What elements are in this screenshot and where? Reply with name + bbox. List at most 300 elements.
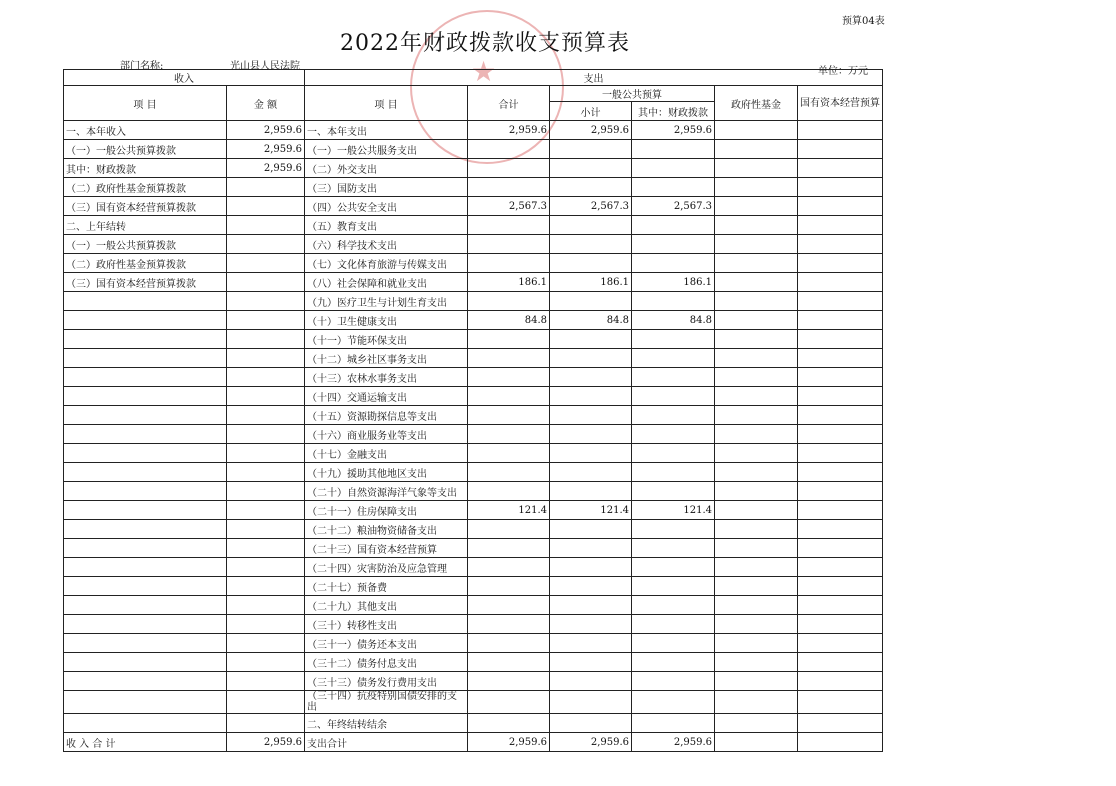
gov-fund-cell (715, 292, 798, 311)
state-capital-cell (798, 197, 883, 216)
state-capital-cell (798, 349, 883, 368)
state-capital-cell (798, 292, 883, 311)
state-capital-cell (798, 387, 883, 406)
state-capital-cell (798, 634, 883, 653)
income-amount (227, 273, 305, 292)
subtotal-cell (550, 444, 632, 463)
table-row (64, 577, 883, 596)
state-capital-cell (798, 254, 883, 273)
income-amount: 2,959.6 (227, 140, 305, 159)
fiscal-cell: 2,959.6 (632, 121, 715, 140)
table-row (64, 672, 883, 691)
table-row (64, 691, 883, 714)
expense-item: （一）一般公共服务支出 (305, 140, 468, 159)
income-amount (227, 634, 305, 653)
total-header: 合计 (468, 86, 550, 121)
income-item (64, 311, 227, 330)
total-fiscal: 2,959.6 (632, 733, 715, 752)
subtotal-cell: 84.8 (550, 311, 632, 330)
gov-fund-cell (715, 558, 798, 577)
subtotal-cell: 2,567.3 (550, 197, 632, 216)
state-capital-cell (798, 368, 883, 387)
expense-item: （三）国防支出 (305, 178, 468, 197)
income-item (64, 425, 227, 444)
table-row (64, 368, 883, 387)
income-item (64, 672, 227, 691)
expense-item: （十一）节能环保支出 (305, 330, 468, 349)
income-item (64, 292, 227, 311)
total-cell (468, 558, 550, 577)
fiscal-cell (632, 482, 715, 501)
total-cell: 121.4 (468, 501, 550, 520)
income-item: 一、本年收入 (64, 121, 227, 140)
subtotal-cell (550, 159, 632, 178)
total-cell: 84.8 (468, 311, 550, 330)
fiscal-cell (632, 330, 715, 349)
subtotal-cell: 2,959.6 (550, 121, 632, 140)
state-capital-cell (798, 235, 883, 254)
gov-fund-cell (715, 140, 798, 159)
expense-item: （六）科学技术支出 (305, 235, 468, 254)
gov-fund-cell (715, 197, 798, 216)
state-capital-cell (798, 615, 883, 634)
subtotal-cell (550, 235, 632, 254)
income-amount (227, 425, 305, 444)
income-amount (227, 615, 305, 634)
income-amount (227, 216, 305, 235)
subtotal-cell (550, 178, 632, 197)
table-row (64, 596, 883, 615)
income-item: 二、上年结转 (64, 216, 227, 235)
subtotal-cell (550, 539, 632, 558)
fiscal-cell (632, 653, 715, 672)
gov-fund-cell (715, 121, 798, 140)
income-amount (227, 463, 305, 482)
budget-table (63, 69, 883, 752)
income-item (64, 615, 227, 634)
state-capital-cell (798, 596, 883, 615)
gov-fund-cell (715, 615, 798, 634)
fiscal-cell (632, 691, 715, 714)
table-row (64, 463, 883, 482)
table-row (64, 311, 883, 330)
table-row (64, 539, 883, 558)
income-amount-header: 金 额 (227, 86, 305, 121)
expense-item: （九）医疗卫生与计划生育支出 (305, 292, 468, 311)
total-cell: 186.1 (468, 273, 550, 292)
income-item: （三）国有资本经营预算拨款 (64, 197, 227, 216)
subtotal-cell: 121.4 (550, 501, 632, 520)
table-row (64, 634, 883, 653)
total-in-label: 收 入 合 计 (64, 733, 227, 752)
income-item: （二）政府性基金预算拨款 (64, 254, 227, 273)
total-cell (468, 653, 550, 672)
income-amount (227, 349, 305, 368)
empty-cell (798, 733, 883, 752)
table-row (64, 254, 883, 273)
expense-item: （三十四）抗疫特别国债安排的支出 (305, 691, 468, 714)
total-subtotal: 2,959.6 (550, 733, 632, 752)
table-row (64, 444, 883, 463)
income-item (64, 368, 227, 387)
income-amount: 2,959.6 (227, 121, 305, 140)
income-item (64, 539, 227, 558)
subtotal-cell (550, 520, 632, 539)
expense-item: （十二）城乡社区事务支出 (305, 349, 468, 368)
income-item (64, 406, 227, 425)
income-amount (227, 577, 305, 596)
expense-item: （十九）援助其他地区支出 (305, 463, 468, 482)
table-row (64, 197, 883, 216)
total-cell (468, 292, 550, 311)
income-item: （二）政府性基金预算拨款 (64, 178, 227, 197)
expense-item: （三十二）债务付息支出 (305, 653, 468, 672)
income-amount (227, 714, 305, 733)
fiscal-cell (632, 178, 715, 197)
gov-fund-cell (715, 425, 798, 444)
income-amount (227, 292, 305, 311)
income-amount (227, 235, 305, 254)
expense-item: （二十二）粮油物资储备支出 (305, 520, 468, 539)
fiscal-header: 其中：财政拨款 (632, 102, 715, 121)
gov-fund-cell (715, 672, 798, 691)
table-row (64, 178, 883, 197)
table-row (64, 653, 883, 672)
income-amount (227, 387, 305, 406)
table-row (64, 121, 883, 140)
state-capital-cell (798, 653, 883, 672)
subtotal-cell (550, 653, 632, 672)
gov-fund-cell (715, 444, 798, 463)
gov-fund-cell (715, 387, 798, 406)
income-amount (227, 311, 305, 330)
expense-item: （二十）自然资源海洋气象等支出 (305, 482, 468, 501)
subtotal-cell (550, 387, 632, 406)
fiscal-cell (632, 596, 715, 615)
table-row (64, 387, 883, 406)
subtotal-cell (550, 330, 632, 349)
total-cell (468, 330, 550, 349)
income-item-header: 项 目 (64, 86, 227, 121)
total-cell (468, 482, 550, 501)
subtotal-cell (550, 691, 632, 714)
expense-item: （二十九）其他支出 (305, 596, 468, 615)
state-capital-cell (798, 520, 883, 539)
total-cell (468, 672, 550, 691)
expense-item: 二、年终结转结余 (305, 714, 468, 733)
income-amount (227, 197, 305, 216)
total-cell (468, 425, 550, 444)
gov-fund-cell (715, 311, 798, 330)
state-capital-cell (798, 406, 883, 425)
state-capital-cell (798, 311, 883, 330)
total-in-amt: 2,959.6 (227, 733, 305, 752)
fiscal-cell: 2,567.3 (632, 197, 715, 216)
fiscal-cell (632, 634, 715, 653)
income-amount (227, 691, 305, 714)
table-row (64, 425, 883, 444)
income-item (64, 444, 227, 463)
state-capital-cell (798, 273, 883, 292)
income-item: （一）一般公共预算拨款 (64, 140, 227, 159)
expense-item: （十六）商业服务业等支出 (305, 425, 468, 444)
total-cell (468, 714, 550, 733)
expense-item: 一、本年支出 (305, 121, 468, 140)
expense-item-header: 项 目 (305, 86, 468, 121)
fiscal-cell (632, 292, 715, 311)
expense-item: （十五）资源勘探信息等支出 (305, 406, 468, 425)
total-cell (468, 615, 550, 634)
subtotal-cell (550, 714, 632, 733)
fiscal-cell (632, 672, 715, 691)
total-cell (468, 520, 550, 539)
state-capital-cell (798, 463, 883, 482)
gov-fund-cell (715, 482, 798, 501)
state-capital-cell (798, 501, 883, 520)
table-row (64, 406, 883, 425)
gov-fund-cell (715, 216, 798, 235)
income-item: 其中：财政拨款 (64, 159, 227, 178)
totals-row (64, 733, 883, 752)
fiscal-cell (632, 235, 715, 254)
gov-fund-cell (715, 273, 798, 292)
gov-fund-cell (715, 368, 798, 387)
subtotal-cell (550, 254, 632, 273)
table-row (64, 558, 883, 577)
subtotal-cell (550, 216, 632, 235)
subtotal-cell (550, 482, 632, 501)
fiscal-cell: 186.1 (632, 273, 715, 292)
state-capital-cell (798, 425, 883, 444)
form-code: 预算04表 (842, 16, 885, 27)
subtotal-cell (550, 672, 632, 691)
table-row (64, 273, 883, 292)
subtotal-cell (550, 615, 632, 634)
gov-fund-cell (715, 406, 798, 425)
unit-label: 单位：万元 (818, 66, 868, 77)
state-capital-cell (798, 216, 883, 235)
table-row (64, 349, 883, 368)
expense-item: （二十四）灾害防治及应急管理 (305, 558, 468, 577)
income-item (64, 387, 227, 406)
table-row (64, 482, 883, 501)
income-amount (227, 596, 305, 615)
state-capital-cell (798, 539, 883, 558)
expense-item: （二十三）国有资本经营预算 (305, 539, 468, 558)
expense-item: （三十一）债务还本支出 (305, 634, 468, 653)
income-item (64, 558, 227, 577)
gov-fund-cell (715, 520, 798, 539)
expense-header: 支出 (305, 70, 883, 86)
income-item (64, 520, 227, 539)
gov-fund-cell (715, 178, 798, 197)
expense-item: （二十七）预备费 (305, 577, 468, 596)
table-row (64, 216, 883, 235)
total-cell (468, 235, 550, 254)
subtotal-cell (550, 140, 632, 159)
total-cell (468, 178, 550, 197)
gov-fund-header: 政府性基金 (715, 86, 798, 121)
expense-item: （十七）金融支出 (305, 444, 468, 463)
fiscal-cell (632, 520, 715, 539)
total-cell (468, 368, 550, 387)
gov-fund-cell (715, 634, 798, 653)
subtotal-header: 小计 (550, 102, 632, 121)
total-cell: 2,567.3 (468, 197, 550, 216)
fiscal-cell (632, 714, 715, 733)
total-cell (468, 406, 550, 425)
income-item (64, 714, 227, 733)
subtotal-cell: 186.1 (550, 273, 632, 292)
gov-fund-cell (715, 330, 798, 349)
income-header: 收入 (64, 70, 305, 86)
total-cell (468, 140, 550, 159)
state-capital-cell (798, 121, 883, 140)
expense-item: （十三）农林水事务支出 (305, 368, 468, 387)
gov-fund-cell (715, 159, 798, 178)
fiscal-cell (632, 444, 715, 463)
gov-fund-cell (715, 653, 798, 672)
fiscal-cell (632, 159, 715, 178)
subtotal-cell (550, 292, 632, 311)
fiscal-cell: 84.8 (632, 311, 715, 330)
gov-fund-cell (715, 577, 798, 596)
total-cell (468, 254, 550, 273)
income-amount (227, 254, 305, 273)
total-cell (468, 387, 550, 406)
gov-fund-cell (715, 539, 798, 558)
subtotal-cell (550, 349, 632, 368)
general-budget-header: 一般公共预算 (550, 86, 715, 102)
expense-item: （十四）交通运输支出 (305, 387, 468, 406)
table-row (64, 235, 883, 254)
gov-fund-cell (715, 691, 798, 714)
income-item (64, 349, 227, 368)
fiscal-cell (632, 387, 715, 406)
state-capital-cell (798, 482, 883, 501)
subtotal-cell (550, 577, 632, 596)
income-amount: 2,959.6 (227, 159, 305, 178)
income-item (64, 577, 227, 596)
income-item (64, 653, 227, 672)
income-amount (227, 558, 305, 577)
table-row (64, 330, 883, 349)
gov-fund-cell (715, 714, 798, 733)
table-row (64, 140, 883, 159)
expense-item: （七）文化体育旅游与传媒支出 (305, 254, 468, 273)
table-row (64, 520, 883, 539)
income-amount (227, 520, 305, 539)
table-row (64, 501, 883, 520)
expense-item: （二）外交支出 (305, 159, 468, 178)
income-amount (227, 672, 305, 691)
fiscal-cell (632, 615, 715, 634)
fiscal-cell (632, 406, 715, 425)
gov-fund-cell (715, 254, 798, 273)
fiscal-cell (632, 425, 715, 444)
income-item (64, 330, 227, 349)
income-amount (227, 406, 305, 425)
subtotal-cell (550, 406, 632, 425)
total-cell (468, 159, 550, 178)
subtotal-cell (550, 634, 632, 653)
subtotal-cell (550, 558, 632, 577)
expense-item: （三十）转移性支出 (305, 615, 468, 634)
total-cell (468, 216, 550, 235)
income-item (64, 634, 227, 653)
state-capital-header: 国有资本经营预算 (798, 86, 883, 121)
table-row (64, 159, 883, 178)
income-amount (227, 653, 305, 672)
income-item: （三）国有资本经营预算拨款 (64, 273, 227, 292)
fiscal-cell: 121.4 (632, 501, 715, 520)
subtotal-cell (550, 596, 632, 615)
state-capital-cell (798, 577, 883, 596)
subtotal-cell (550, 368, 632, 387)
income-item: （一）一般公共预算拨款 (64, 235, 227, 254)
income-amount (227, 368, 305, 387)
state-capital-cell (798, 558, 883, 577)
state-capital-cell (798, 140, 883, 159)
subtotal-cell (550, 425, 632, 444)
total-cell (468, 349, 550, 368)
fiscal-cell (632, 254, 715, 273)
department-name: 光山县人民法院 (230, 61, 300, 72)
income-amount (227, 330, 305, 349)
expense-item: （五）教育支出 (305, 216, 468, 235)
expense-item: （八）社会保障和就业支出 (305, 273, 468, 292)
income-amount (227, 482, 305, 501)
total-cell (468, 596, 550, 615)
income-amount (227, 539, 305, 558)
income-item (64, 463, 227, 482)
state-capital-cell (798, 178, 883, 197)
seal-star-icon: ★ (471, 55, 497, 88)
fiscal-cell (632, 577, 715, 596)
total-cell (468, 444, 550, 463)
gov-fund-cell (715, 463, 798, 482)
state-capital-cell (798, 672, 883, 691)
document-title: 2022年财政拨款收支预算表 (340, 31, 630, 56)
expense-item: （三十三）债务发行费用支出 (305, 672, 468, 691)
state-capital-cell (798, 691, 883, 714)
subtotal-cell (550, 463, 632, 482)
income-item (64, 596, 227, 615)
fiscal-cell (632, 368, 715, 387)
fiscal-cell (632, 216, 715, 235)
total-out-label: 支出合计 (305, 733, 468, 752)
gov-fund-cell (715, 235, 798, 254)
fiscal-cell (632, 558, 715, 577)
income-amount (227, 178, 305, 197)
expense-item: （四）公共安全支出 (305, 197, 468, 216)
fiscal-cell (632, 140, 715, 159)
income-item (64, 691, 227, 714)
gov-fund-cell (715, 349, 798, 368)
gov-fund-cell (715, 596, 798, 615)
fiscal-cell (632, 349, 715, 368)
state-capital-cell (798, 159, 883, 178)
total-total: 2,959.6 (468, 733, 550, 752)
total-cell: 2,959.6 (468, 121, 550, 140)
table-row (64, 292, 883, 311)
fiscal-cell (632, 463, 715, 482)
state-capital-cell (798, 444, 883, 463)
income-item (64, 482, 227, 501)
income-amount (227, 501, 305, 520)
state-capital-cell (798, 714, 883, 733)
total-cell (468, 539, 550, 558)
